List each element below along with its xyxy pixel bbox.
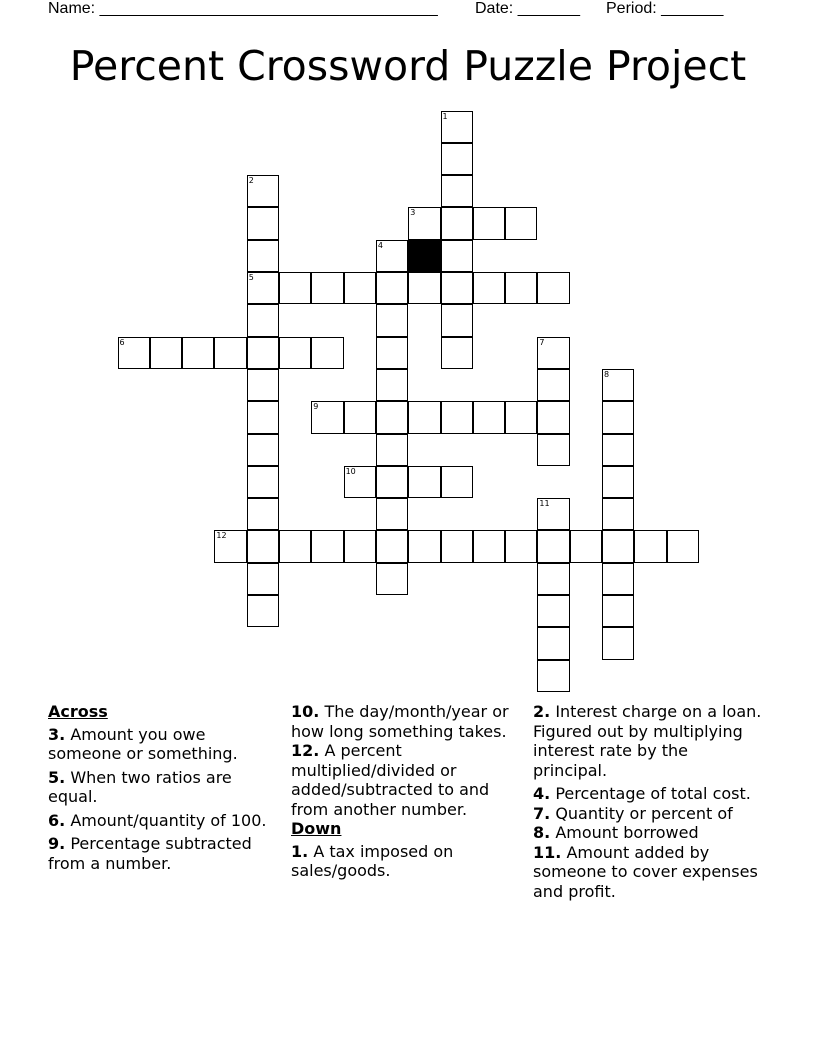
crossword-cell[interactable]	[473, 530, 505, 562]
crossword-cell[interactable]	[602, 434, 634, 466]
crossword-cell[interactable]	[537, 530, 569, 562]
clue-number: 8	[604, 369, 610, 379]
crossword-cell[interactable]	[441, 530, 473, 562]
clue-number: 7	[539, 337, 545, 347]
crossword-cell[interactable]	[602, 466, 634, 498]
clue-number: 6	[119, 337, 125, 347]
crossword-cell[interactable]	[537, 401, 569, 433]
crossword-cell[interactable]	[441, 143, 473, 175]
crossword-cell[interactable]	[279, 530, 311, 562]
crossword-cell[interactable]	[408, 272, 440, 304]
clues-column-1	[48, 702, 280, 877]
crossword-cell[interactable]	[247, 563, 279, 595]
crossword-cell[interactable]	[182, 337, 214, 369]
crossword-cell[interactable]	[376, 369, 408, 401]
crossword-cell[interactable]	[408, 401, 440, 433]
crossword-cell[interactable]	[311, 530, 343, 562]
crossword-cell[interactable]	[376, 434, 408, 466]
clue-number: 10	[345, 466, 356, 476]
crossword-cell[interactable]	[247, 466, 279, 498]
crossword-cell[interactable]	[376, 337, 408, 369]
crossword-cell[interactable]	[602, 595, 634, 627]
clue-down-1: 1. A tax imposed on sales/goods.	[291, 841, 454, 880]
clues-column-3	[533, 702, 763, 905]
crossword-cell[interactable]	[376, 466, 408, 498]
crossword-cell[interactable]	[376, 401, 408, 433]
crossword-cell[interactable]	[602, 498, 634, 530]
crossword-cell[interactable]	[473, 401, 505, 433]
crossword-cell[interactable]	[537, 272, 569, 304]
clue-across-5: 5. When two ratios are equal.	[48, 767, 232, 806]
crossword-cell[interactable]	[247, 595, 279, 627]
crossword-cell[interactable]	[537, 660, 569, 692]
crossword-cell[interactable]	[537, 563, 569, 595]
crossword-cell[interactable]	[150, 337, 182, 369]
clue-number: 1	[442, 111, 448, 121]
crossword-cell[interactable]	[214, 337, 246, 369]
crossword-cell[interactable]	[247, 304, 279, 336]
crossword-cell[interactable]	[441, 240, 473, 272]
crossword-cell[interactable]	[441, 207, 473, 239]
clue-across-3: 3. Amount you owe someone or something.	[48, 724, 238, 763]
name-field[interactable]: Name: ______________________________________	[48, 0, 438, 17]
crossword-cell[interactable]	[537, 595, 569, 627]
clue-number: 3	[410, 208, 416, 218]
crossword-cell[interactable]	[311, 337, 343, 369]
crossword-cell[interactable]	[634, 530, 666, 562]
crossword-cell[interactable]	[344, 401, 376, 433]
crossword-cell[interactable]	[505, 401, 537, 433]
crossword-cell[interactable]	[247, 337, 279, 369]
crossword-cell[interactable]	[344, 530, 376, 562]
crossword-cell[interactable]	[602, 401, 634, 433]
crossword-cell[interactable]	[441, 304, 473, 336]
crossword-cell[interactable]	[408, 530, 440, 562]
crossword-cell[interactable]	[602, 563, 634, 595]
clue-across-10: 10. The day/month/year or how long something takes.	[291, 702, 509, 741]
crossword-cell[interactable]	[441, 337, 473, 369]
crossword-cell[interactable]	[473, 272, 505, 304]
clue-number: 12	[216, 531, 227, 541]
page-title: Percent Crossword Puzzle Project	[69, 42, 747, 90]
crossword-cell[interactable]	[344, 272, 376, 304]
crossword-cell[interactable]	[537, 434, 569, 466]
crossword-cell[interactable]	[441, 466, 473, 498]
clue-across-6: 6. Amount/quantity of 100.	[48, 810, 267, 830]
crossword-cell[interactable]	[505, 207, 537, 239]
crossword-cell[interactable]	[247, 401, 279, 433]
clue-number: 4	[377, 240, 383, 250]
crossword-cell[interactable]	[247, 498, 279, 530]
period-field[interactable]: Period: _______	[606, 0, 724, 17]
clue-down-8: 8. Amount borrowed	[533, 823, 699, 842]
crossword-cell[interactable]	[247, 434, 279, 466]
clue-number: 11	[539, 499, 550, 509]
clue-number: 9	[313, 402, 319, 412]
crossword-cell[interactable]	[247, 530, 279, 562]
crossword-cell[interactable]	[376, 498, 408, 530]
crossword-cell[interactable]	[376, 530, 408, 562]
crossword-cell[interactable]	[376, 272, 408, 304]
clues-column-2	[291, 702, 523, 885]
black-cell	[408, 240, 440, 272]
crossword-cell[interactable]	[441, 401, 473, 433]
clue-number: 5	[248, 273, 254, 282]
clue-across-12: 12. A percent multiplied/divided or added/subtracted to and from another number.	[291, 741, 490, 819]
crossword-cell[interactable]	[537, 369, 569, 401]
crossword-cell[interactable]	[570, 530, 602, 562]
clue-down-4: 4. Percentage of total cost.	[533, 784, 751, 803]
crossword-cell[interactable]	[441, 272, 473, 304]
down-heading: Down	[291, 819, 342, 838]
clue-across-9: 9. Percentage subtracted from a number.	[48, 834, 252, 873]
crossword-cell[interactable]	[667, 530, 699, 562]
crossword-cell[interactable]	[247, 207, 279, 239]
clue-down-7: 7. Quantity or percent of	[533, 803, 733, 823]
crossword-cell[interactable]	[473, 207, 505, 239]
clue-number: 2	[248, 176, 254, 186]
date-field[interactable]: Date: _______	[475, 0, 580, 17]
crossword-cell[interactable]	[441, 175, 473, 207]
crossword-cell[interactable]	[537, 627, 569, 659]
crossword-cell[interactable]	[311, 272, 343, 304]
clue-down-2: 2. Interest charge on a loan. Figured out by multiplying interest rate by the principal.	[533, 702, 762, 780]
crossword-cell[interactable]	[247, 369, 279, 401]
across-heading: Across	[48, 702, 108, 721]
crossword-cell[interactable]	[505, 530, 537, 562]
crossword-cell[interactable]	[505, 272, 537, 304]
clue-down-11: 11. Amount added by someone to cover expenses and profit.	[533, 842, 758, 901]
crossword-cell[interactable]	[376, 563, 408, 595]
crossword-cell[interactable]	[602, 627, 634, 659]
crossword-cell[interactable]	[279, 337, 311, 369]
crossword-cell[interactable]	[247, 240, 279, 272]
crossword-cell[interactable]	[602, 530, 634, 562]
crossword-cell[interactable]	[279, 272, 311, 304]
crossword-cell[interactable]	[408, 466, 440, 498]
crossword-cell[interactable]	[376, 304, 408, 336]
